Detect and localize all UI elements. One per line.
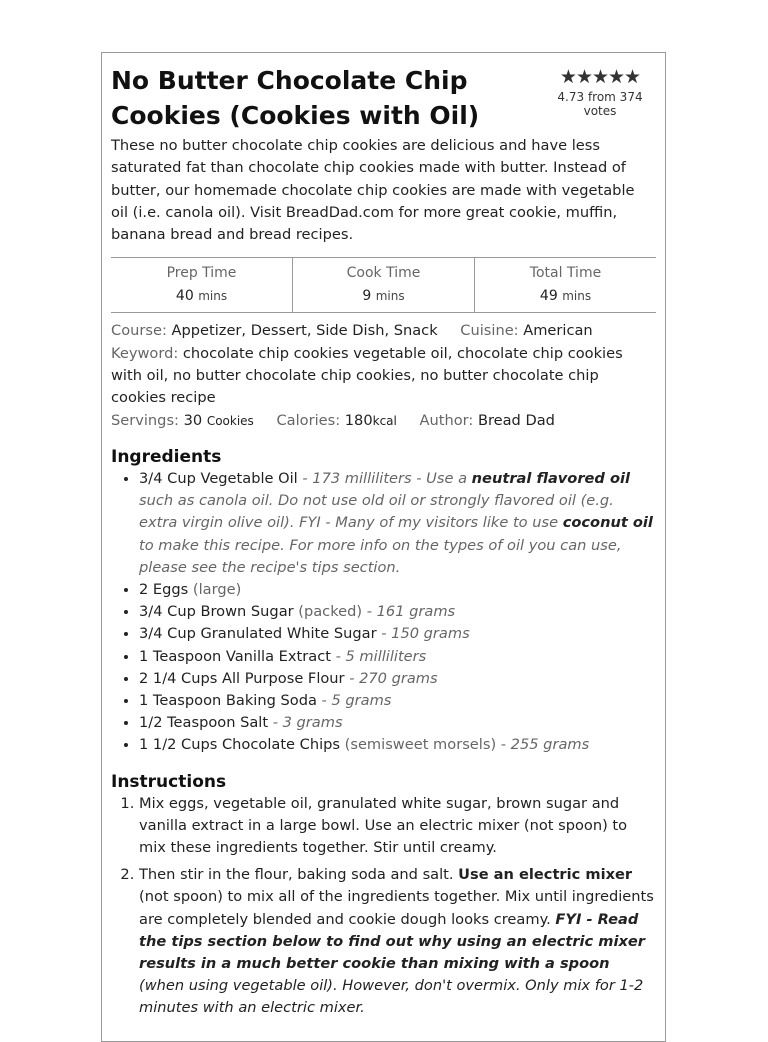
ingredient-notes: - 150 grams bbox=[376, 625, 470, 643]
ingredient-note: (packed) bbox=[293, 603, 363, 621]
ingredient-notes: - 255 grams bbox=[496, 736, 590, 754]
ingredient-name: 2 Eggs bbox=[139, 580, 189, 598]
ingredient-name: 3/4 Cup Brown Sugar bbox=[139, 603, 294, 621]
ingredient-item bbox=[139, 712, 656, 734]
star-rating-icon[interactable]: ★★★★★ bbox=[559, 66, 641, 88]
time-value: 9 bbox=[362, 288, 372, 305]
instruction-text: Mix eggs, vegetable oil, granulated white sugar, brown sugar and vanilla extract in a large bowl. Use an electric mixer (not spoon) to mix these ingredients together. Stir until creamy. bbox=[139, 794, 628, 857]
author-label: Author: bbox=[419, 411, 474, 429]
time-value: 49 bbox=[539, 288, 558, 305]
cook-time bbox=[292, 258, 474, 312]
rating-votes: 4.73 from 374 votes bbox=[557, 90, 643, 118]
ingredients-heading: Ingredients bbox=[111, 446, 222, 467]
instructions-heading: Instructions bbox=[111, 771, 227, 792]
instruction-text: (not spoon) to mix all of the ingredients together. Mix until ingredients are completely blended and cookie dough looks creamy. bbox=[139, 888, 654, 928]
servings-value[interactable]: 30 bbox=[183, 411, 203, 429]
time-unit: mins bbox=[375, 289, 405, 304]
time-label: Cook Time bbox=[346, 265, 421, 282]
ingredient-notes-bold: neutral flavored oil bbox=[471, 469, 630, 487]
recipe-card bbox=[101, 52, 666, 1042]
ingredient-name: 3/4 Cup Vegetable Oil bbox=[139, 469, 298, 487]
ingredient-note: (large) bbox=[188, 580, 242, 598]
ingredient-item bbox=[139, 623, 656, 645]
course-cuisine-row bbox=[111, 320, 656, 342]
time-label: Prep Time bbox=[166, 265, 237, 282]
prep-time bbox=[111, 258, 292, 312]
course-value: Appetizer, Dessert, Side Dish, Snack bbox=[171, 322, 438, 340]
course-label: Course: bbox=[111, 322, 167, 340]
keyword-row bbox=[111, 343, 656, 410]
instruction-italic: (when using vegetable oil). However, don't overmix. Only mix for 1-2 minutes with an electric mixer. bbox=[139, 977, 644, 1017]
rating-block[interactable] bbox=[544, 63, 656, 133]
instruction-step bbox=[139, 864, 656, 1019]
ingredient-item bbox=[139, 734, 656, 756]
servings-row bbox=[111, 410, 656, 432]
instruction-bold-italic: FYI - Read the tips section below to find out why using an electric mixer results in a much better cookie than mixing with a spoon bbox=[139, 910, 645, 973]
instruction-bold: Use an electric mixer bbox=[458, 866, 633, 884]
ingredient-notes: - 5 grams bbox=[316, 692, 392, 709]
calories-label: Calories: bbox=[276, 411, 341, 429]
ingredient-notes: - 3 grams bbox=[268, 714, 343, 732]
time-unit: mins bbox=[562, 289, 592, 304]
ingredient-item bbox=[139, 579, 656, 601]
cuisine-value: American bbox=[523, 322, 593, 340]
instructions-list bbox=[111, 793, 656, 1020]
ingredient-name: 2 1/4 Cups All Purpose Flour bbox=[139, 669, 345, 687]
ingredient-item bbox=[139, 646, 656, 668]
ingredient-note: (semisweet morsels) bbox=[340, 736, 497, 754]
ingredient-name: 1/2 Teaspoon Salt bbox=[139, 714, 269, 732]
author-value: Bread Dad bbox=[477, 411, 555, 429]
ingredients-list bbox=[111, 468, 656, 757]
keyword-label: Keyword: bbox=[111, 344, 179, 362]
recipe-header bbox=[111, 63, 656, 133]
recipe-times bbox=[111, 257, 656, 313]
ingredient-name: 1 Teaspoon Vanilla Extract bbox=[139, 647, 331, 665]
ingredient-notes: - 270 grams bbox=[344, 669, 438, 687]
recipe-summary: These no butter chocolate chip cookies are delicious and have less saturated fat than chocolate chip cookies made with butter. Instead of butter, our homemade chocolate chip cookies are made with vegetable oil (i.e. canola oil). Visit BreadDad.com for more great cookie, muffin, banana bread and bread recipes. bbox=[111, 137, 635, 244]
cuisine-label: Cuisine: bbox=[460, 322, 519, 340]
ingredient-notes: - 173 milliliters - Use a neutral flavored oil such as canola oil. Do not use old oil or strongly flavored oil (e.g. extra virgin olive oil). FYI - Many of my visitors like to use coconut oil to make this recipe. For more info on the types of oil you can use, please see the recipe's tips section. bbox=[139, 469, 653, 576]
time-value: 40 bbox=[175, 288, 194, 305]
instruction-step bbox=[139, 793, 656, 860]
recipe-title: No Butter Chocolate Chip Cookies (Cookies with Oil) bbox=[111, 66, 480, 130]
total-time bbox=[474, 258, 656, 312]
recipe-meta bbox=[111, 320, 656, 431]
ingredient-item bbox=[139, 601, 656, 623]
ingredient-notes: - 161 grams bbox=[362, 603, 456, 621]
ingredient-name: 3/4 Cup Granulated White Sugar bbox=[139, 625, 377, 643]
time-label: Total Time bbox=[529, 265, 602, 282]
ingredient-name: 1 1/2 Cups Chocolate Chips bbox=[139, 736, 341, 754]
ingredient-item bbox=[139, 690, 656, 712]
calories-unit: kcal bbox=[372, 413, 397, 428]
ingredient-item bbox=[139, 468, 656, 579]
ingredient-name: 1 Teaspoon Baking Soda bbox=[139, 692, 317, 709]
ingredient-item bbox=[139, 668, 656, 690]
instruction-text: Then stir in the flour, baking soda and salt. bbox=[139, 866, 459, 884]
servings-unit: Cookies bbox=[206, 413, 254, 428]
ingredient-notes: - 5 milliliters bbox=[330, 647, 427, 665]
ingredient-notes-bold: coconut oil bbox=[562, 514, 653, 532]
calories-value: 180 bbox=[344, 411, 373, 429]
time-unit: mins bbox=[198, 289, 228, 304]
keyword-value: chocolate chip cookies vegetable oil, chocolate chip cookies with oil, no butter chocolate chip cookies, no butter chocolate chip cookies recipe bbox=[111, 344, 623, 407]
servings-label: Servings: bbox=[111, 411, 179, 429]
